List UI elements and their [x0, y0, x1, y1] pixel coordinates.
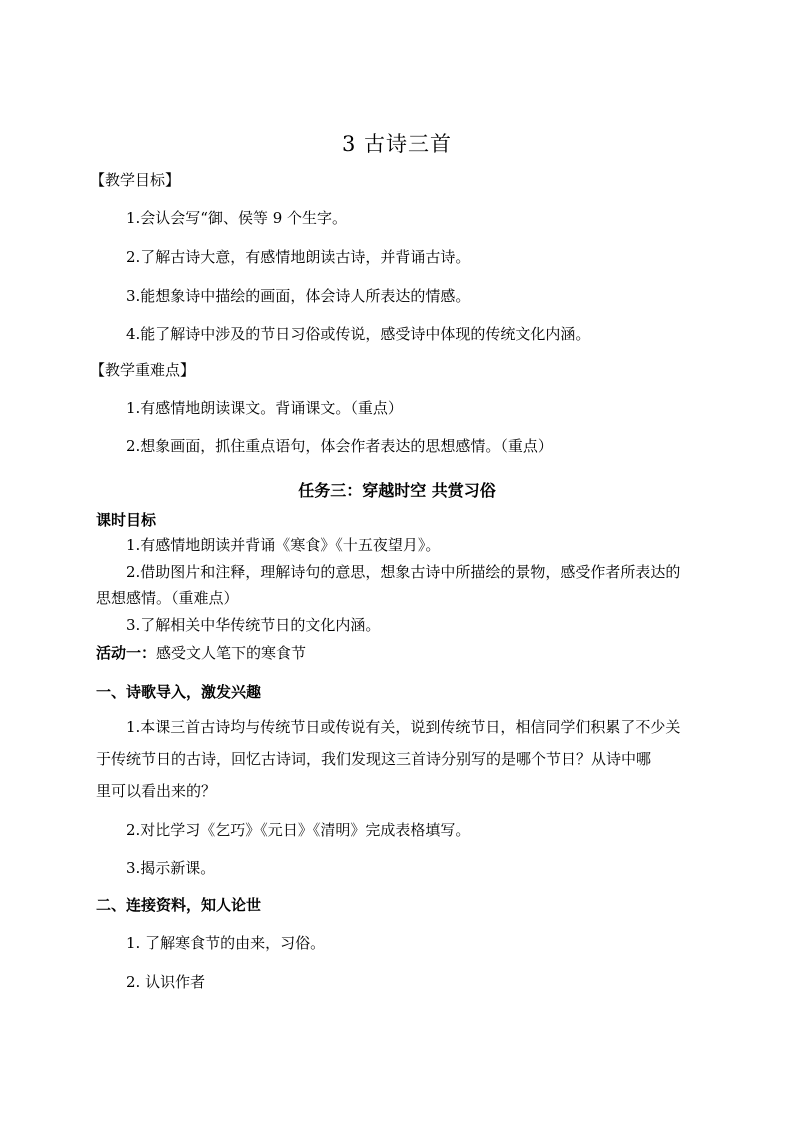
- section2-item: 2. 认识作者: [126, 973, 206, 991]
- lesson-goal-item: 1.有感情地朗读并背诵《寒食》《十五夜望月》。: [126, 536, 441, 554]
- activity-text: 感受文人笔下的寒食节: [156, 644, 307, 662]
- section1-item: 2.对比学习《乞巧》《元日》《清明》完成表格填写。: [126, 821, 471, 839]
- task-title: 任务三：穿越时空 共赏习俗: [298, 481, 496, 500]
- teaching-goal-item: 3.能想象诗中描绘的画面，体会诗人所表达的情感。: [126, 287, 471, 305]
- section1-para-line: 1.本课三首古诗均与传统节日或传说有关，说到传统节日，相信同学们积累了不少关: [126, 718, 681, 736]
- lesson-goal-item: 2.借助图片和注释，理解诗句的意思，想象古诗中所描绘的景物，感受作者所表达的: [126, 563, 681, 581]
- section1-heading: 一、诗歌导入，激发兴趣: [96, 683, 262, 701]
- key-point-item: 1.有感情地朗读课文。背诵课文。（重点）: [126, 399, 403, 417]
- page-title: 3 古诗三首: [341, 132, 453, 156]
- section1-para-line: 于传统节日的古诗，回忆古诗词，我们发现这三首诗分别写的是哪个节日？从诗中哪: [96, 750, 652, 768]
- key-points-heading: 【教学重难点】: [90, 361, 196, 379]
- teaching-goal-item: 2.了解古诗大意，有感情地朗读古诗，并背诵古诗。: [126, 248, 471, 266]
- section1-para-line: 里可以看出来的？: [96, 782, 217, 800]
- teaching-goal-item: 4.能了解诗中涉及的节日习俗或传说，感受诗中体现的传统文化内涵。: [126, 325, 591, 343]
- lesson-goal-item-continued: 思想感情。（重难点）: [96, 589, 239, 607]
- key-point-item: 2.想象画面，抓住重点语句，体会作者表达的思想感情。（重点）: [126, 437, 553, 455]
- section2-heading: 二、连接资料，知人论世: [96, 896, 262, 914]
- teaching-goals-heading: 【教学目标】: [90, 171, 181, 189]
- activity-label: 活动一：: [96, 644, 157, 662]
- section1-item: 3.揭示新课。: [126, 859, 216, 877]
- section2-item: 1. 了解寒食节的由来，习俗。: [126, 934, 326, 952]
- teaching-goal-item: 1.会认会写“御、侯等 9 个生字。: [126, 209, 348, 227]
- lesson-goal-item: 3.了解相关中华传统节日的文化内涵。: [126, 616, 381, 634]
- activity-line: [96, 643, 306, 663]
- lesson-goals-heading: 课时目标: [96, 511, 157, 529]
